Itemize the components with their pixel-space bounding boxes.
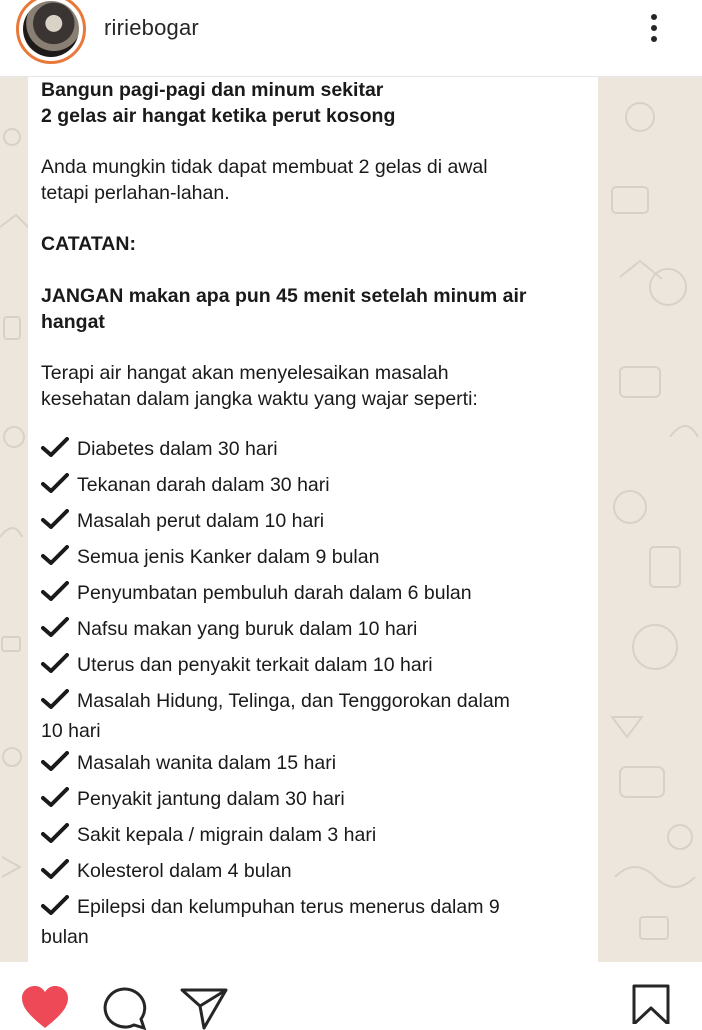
checkmark-icon xyxy=(41,509,69,529)
avatar[interactable] xyxy=(16,0,86,64)
checkmark-icon xyxy=(41,751,69,771)
list-item-text: Diabetes dalam 30 hari xyxy=(77,438,278,460)
action-bar xyxy=(0,962,702,1024)
list-item-continuation: bulan xyxy=(41,926,89,948)
para2-line2: tetapi perlahan-lahan. xyxy=(41,182,230,204)
intro-line1: Terapi air hangat akan menyelesaikan masalah xyxy=(41,362,449,384)
checkmark-icon xyxy=(41,895,69,915)
list-item xyxy=(41,786,345,813)
bookmark-icon[interactable] xyxy=(632,984,672,1024)
list-item xyxy=(41,750,336,777)
para1-line1: Bangun pagi-pagi dan minum sekitar xyxy=(41,79,384,101)
list-item-text: Kolesterol dalam 4 bulan xyxy=(77,860,292,882)
list-item xyxy=(41,436,278,463)
checkmark-icon xyxy=(41,653,69,673)
list-item-continuation: 10 hari xyxy=(41,720,101,742)
list-item-text: Tekanan darah dalam 30 hari xyxy=(77,474,330,496)
post-image[interactable] xyxy=(0,77,702,962)
list-item-text: Nafsu makan yang buruk dalam 10 hari xyxy=(77,618,418,640)
para2-line1: Anda mungkin tidak dapat membuat 2 gelas di awal xyxy=(41,156,488,178)
list-item-text: Masalah perut dalam 10 hari xyxy=(77,510,325,532)
checkmark-icon xyxy=(41,617,69,637)
comment-icon[interactable] xyxy=(100,986,150,1030)
para1-line2: 2 gelas air hangat ketika perut kosong xyxy=(41,105,396,127)
list-item xyxy=(41,580,472,607)
checkmark-icon xyxy=(41,787,69,807)
username[interactable]: ririebogar xyxy=(104,15,199,40)
list-item xyxy=(41,652,433,679)
checkmark-icon xyxy=(41,689,69,709)
list-item xyxy=(41,858,292,885)
note-heading: CATATAN: xyxy=(41,233,136,255)
heart-icon[interactable] xyxy=(20,986,70,1030)
warning-line1: JANGAN makan apa pun 45 menit setelah minum air xyxy=(41,285,527,307)
list-item xyxy=(41,688,510,715)
warning-line2: hangat xyxy=(41,311,105,333)
list-item-text: Masalah wanita dalam 15 hari xyxy=(77,752,337,774)
list-item-text: Semua jenis Kanker dalam 9 bulan xyxy=(77,546,380,568)
list-item-text: Epilepsi dan kelumpuhan terus menerus dalam 9 xyxy=(77,896,500,918)
list-item xyxy=(41,472,330,499)
list-item xyxy=(41,508,324,535)
list-item-text: Penyakit jantung dalam 30 hari xyxy=(77,788,345,810)
list-item-text: Uterus dan penyakit terkait dalam 10 hari xyxy=(77,654,433,676)
checkmark-icon xyxy=(41,859,69,879)
list-item-text: Sakit kepala / migrain dalam 3 hari xyxy=(77,824,377,846)
checkmark-icon xyxy=(41,545,69,565)
more-vertical-icon[interactable] xyxy=(644,10,664,50)
list-item xyxy=(41,822,376,849)
list-item-text: Masalah Hidung, Telinga, dan Tenggorokan dalam xyxy=(77,690,510,712)
list-item-text: Penyumbatan pembuluh darah dalam 6 bulan xyxy=(77,582,472,604)
checkmark-icon xyxy=(41,437,69,457)
list-item xyxy=(41,544,379,571)
checkmark-icon xyxy=(41,473,69,493)
intro-line2: kesehatan dalam jangka waktu yang wajar seperti: xyxy=(41,388,478,410)
list-item xyxy=(41,894,500,921)
profile-avatar xyxy=(23,1,79,57)
post-header xyxy=(0,0,702,77)
checkmark-icon xyxy=(41,823,69,843)
send-icon[interactable] xyxy=(180,986,230,1030)
checkmark-icon xyxy=(41,581,69,601)
list-item xyxy=(41,616,417,643)
